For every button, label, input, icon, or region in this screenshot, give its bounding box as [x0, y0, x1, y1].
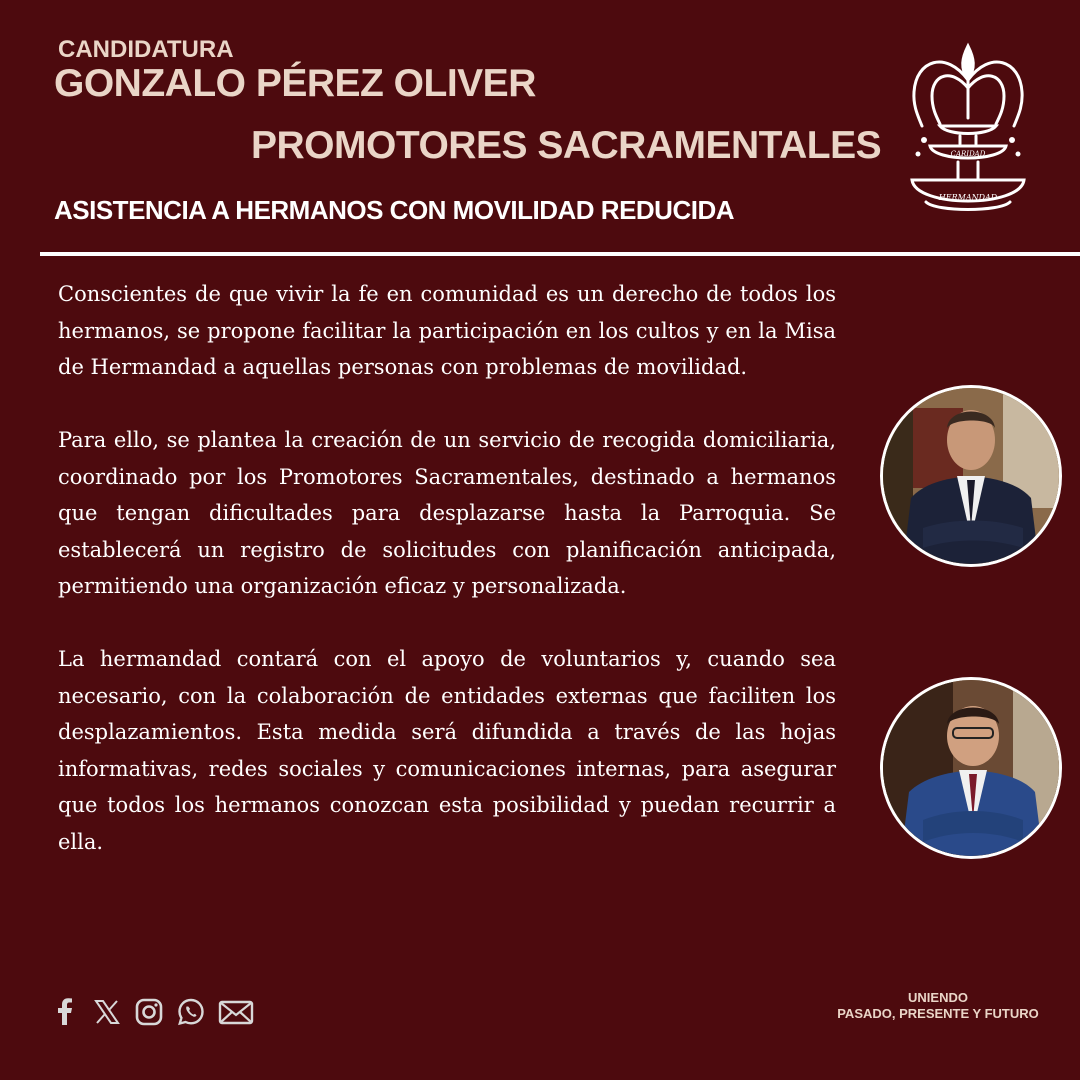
svg-text:CARIDAD: CARIDAD — [950, 150, 986, 158]
facebook-icon[interactable] — [50, 997, 80, 1027]
divider-line — [40, 252, 1080, 256]
instagram-icon[interactable] — [134, 997, 164, 1027]
social-icons — [50, 994, 248, 1030]
slogan-line-2: PASADO, PRESENTE Y FUTURO — [837, 1006, 1039, 1021]
portrait-candidate — [880, 385, 1062, 567]
slogan-line-1: UNIENDO — [908, 990, 968, 1005]
fountain-logo — [906, 40, 1030, 220]
whatsapp-icon[interactable] — [176, 997, 206, 1027]
body-text — [58, 276, 836, 897]
x-icon[interactable] — [92, 997, 122, 1027]
svg-text:HERMANDAD: HERMANDAD — [938, 193, 998, 202]
group-title: PROMOTORES SACRAMENTALES — [251, 124, 882, 167]
paragraph-3: La hermandad contará con el apoyo de voluntarios y, cuando sea necesario, con la colaboración de entidades externas que faciliten los desplazamientos. Esta medida será difundida a través de las hojas informativas, redes sociales y comunicaciones internas, para asegurar que todos los hermanos conozcan esta posibilidad y puedan recurrir a ella. — [58, 647, 836, 854]
portrait-second-person — [880, 677, 1062, 859]
page-subtitle: ASISTENCIA A HERMANOS CON MOVILIDAD REDUCIDA — [54, 195, 735, 225]
mail-icon[interactable] — [218, 997, 248, 1027]
candidatura-label: CANDIDATURA — [58, 36, 234, 63]
slogan — [780, 990, 1080, 1022]
paragraph-2: Para ello, se plantea la creación de un servicio de recogida domiciliaria, coordinado por los Promotores Sacramentales, destinado a hermanos que tengan dificultades para desplazarse hasta la Parroquia. Se establecerá un registro de solicitudes con planificación anticipada, permitiendo una organización eficaz y personalizada. — [58, 428, 836, 598]
paragraph-1: Conscientes de que vivir la fe en comunidad es un derecho de todos los hermanos, se propone facilitar la participación en los cultos y en la Misa de Hermandad a aquellas personas con problemas de movilidad. — [58, 282, 836, 379]
candidate-name: GONZALO PÉREZ OLIVER — [54, 62, 536, 105]
